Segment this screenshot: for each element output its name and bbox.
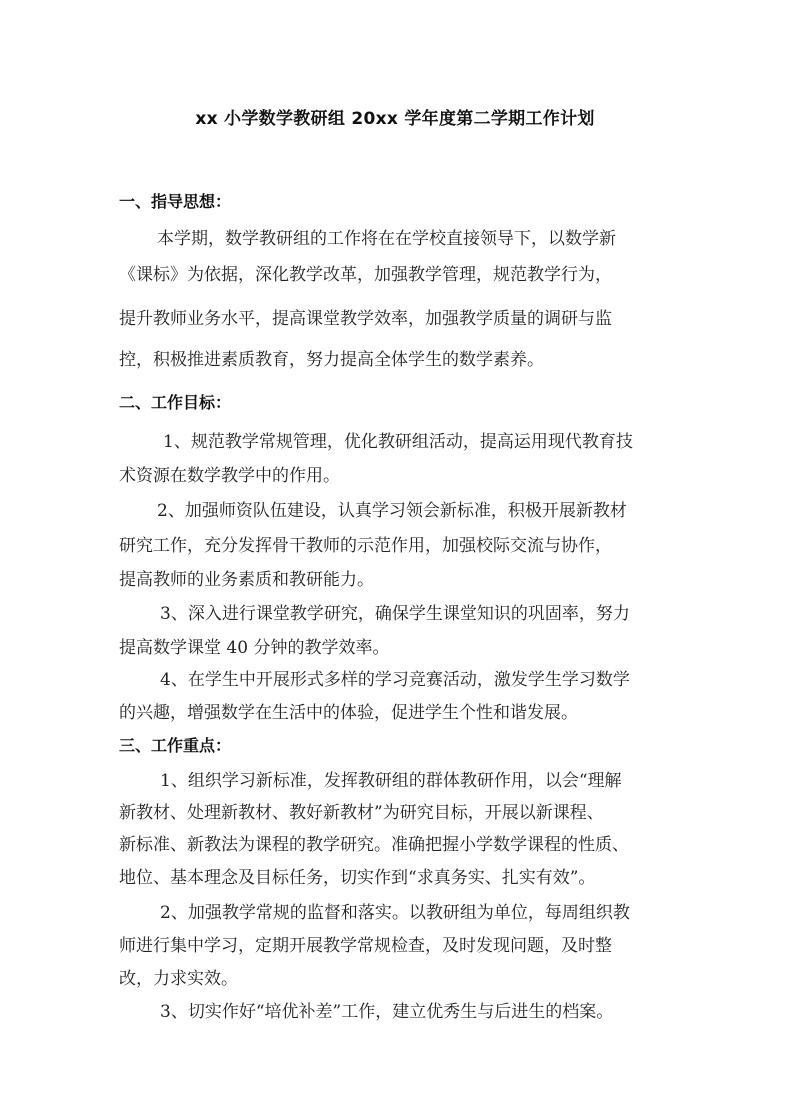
paragraph-line: 提升教师业务水平，提高课堂教学效率，加强教学质量的调研与监 — [119, 309, 612, 329]
paragraph-line: 地位、基本理念及目标任务，切实作到“求真务实、扎实有效”。 — [119, 868, 596, 888]
paragraph-line: 改，力求实效。 — [119, 969, 238, 989]
section-heading-work-goals: 二、工作目标： — [119, 393, 232, 412]
paragraph-line: 1、组织学习新标准，发挥教研组的群体教研作用，以会“理解 — [160, 771, 622, 791]
paragraph-line: 提高教师的业务素质和教研能力。 — [119, 570, 374, 590]
paragraph-line: 1、规范教学常规管理，优化教研组活动，提高运用现代教育技 — [163, 432, 633, 452]
paragraph-line: 2、加强师资队伍建设，认真学习领会新标准，积极开展新教材 — [157, 501, 627, 521]
paragraph-line: 新教材、处理新教材、教好新教材”为研究目标，开展以新课程、 — [119, 803, 604, 823]
paragraph-line: 4、在学生中开展形式多样的学习竞赛活动，激发学生学习数学 — [160, 670, 630, 690]
paragraph-line: 研究工作，充分发挥骨干教师的示范作用，加强校际交流与协作， — [119, 536, 612, 556]
section-heading-guiding-ideology: 一、指导思想： — [119, 192, 232, 211]
paragraph-line: 2、加强教学常规的监督和落实。以教研组为单位，每周组织教 — [160, 903, 630, 923]
document-title: xx 小学数学教研组 20xx 学年度第二学期工作计划 — [195, 109, 595, 129]
paragraph-line: 师进行集中学习，定期开展教学常规检查，及时发现问题，及时整 — [119, 936, 612, 956]
paragraph-line: 3、深入进行课堂教学研究，确保学生课堂知识的巩固率，努力 — [160, 604, 630, 624]
paragraph-line: 的兴趣，增强数学在生活中的体验，促进学生个性和谐发展。 — [119, 703, 578, 723]
paragraph-line: 3、切实作好“培优补差”工作，建立优秀生与后进生的档案。 — [160, 1002, 614, 1022]
paragraph-line: 《课标》为依据，深化教学改革，加强教学管理，规范教学行为， — [119, 265, 612, 285]
paragraph-line: 术资源在数学教学中的作用。 — [119, 466, 340, 486]
paragraph-line: 提高数学课堂 40 分钟的教学效率。 — [119, 638, 390, 658]
paragraph-line: 控，积极推进素质教育，努力提高全体学生的数学素养。 — [119, 350, 544, 370]
paragraph-line: 本学期，数学教研组的工作将在在学校直接领导下，以数学新 — [157, 229, 616, 249]
paragraph-line: 新标准、新教法为课程的教学研究。准确把握小学数学课程的性质、 — [119, 835, 629, 855]
section-heading-work-focus: 三、工作重点： — [119, 736, 232, 755]
